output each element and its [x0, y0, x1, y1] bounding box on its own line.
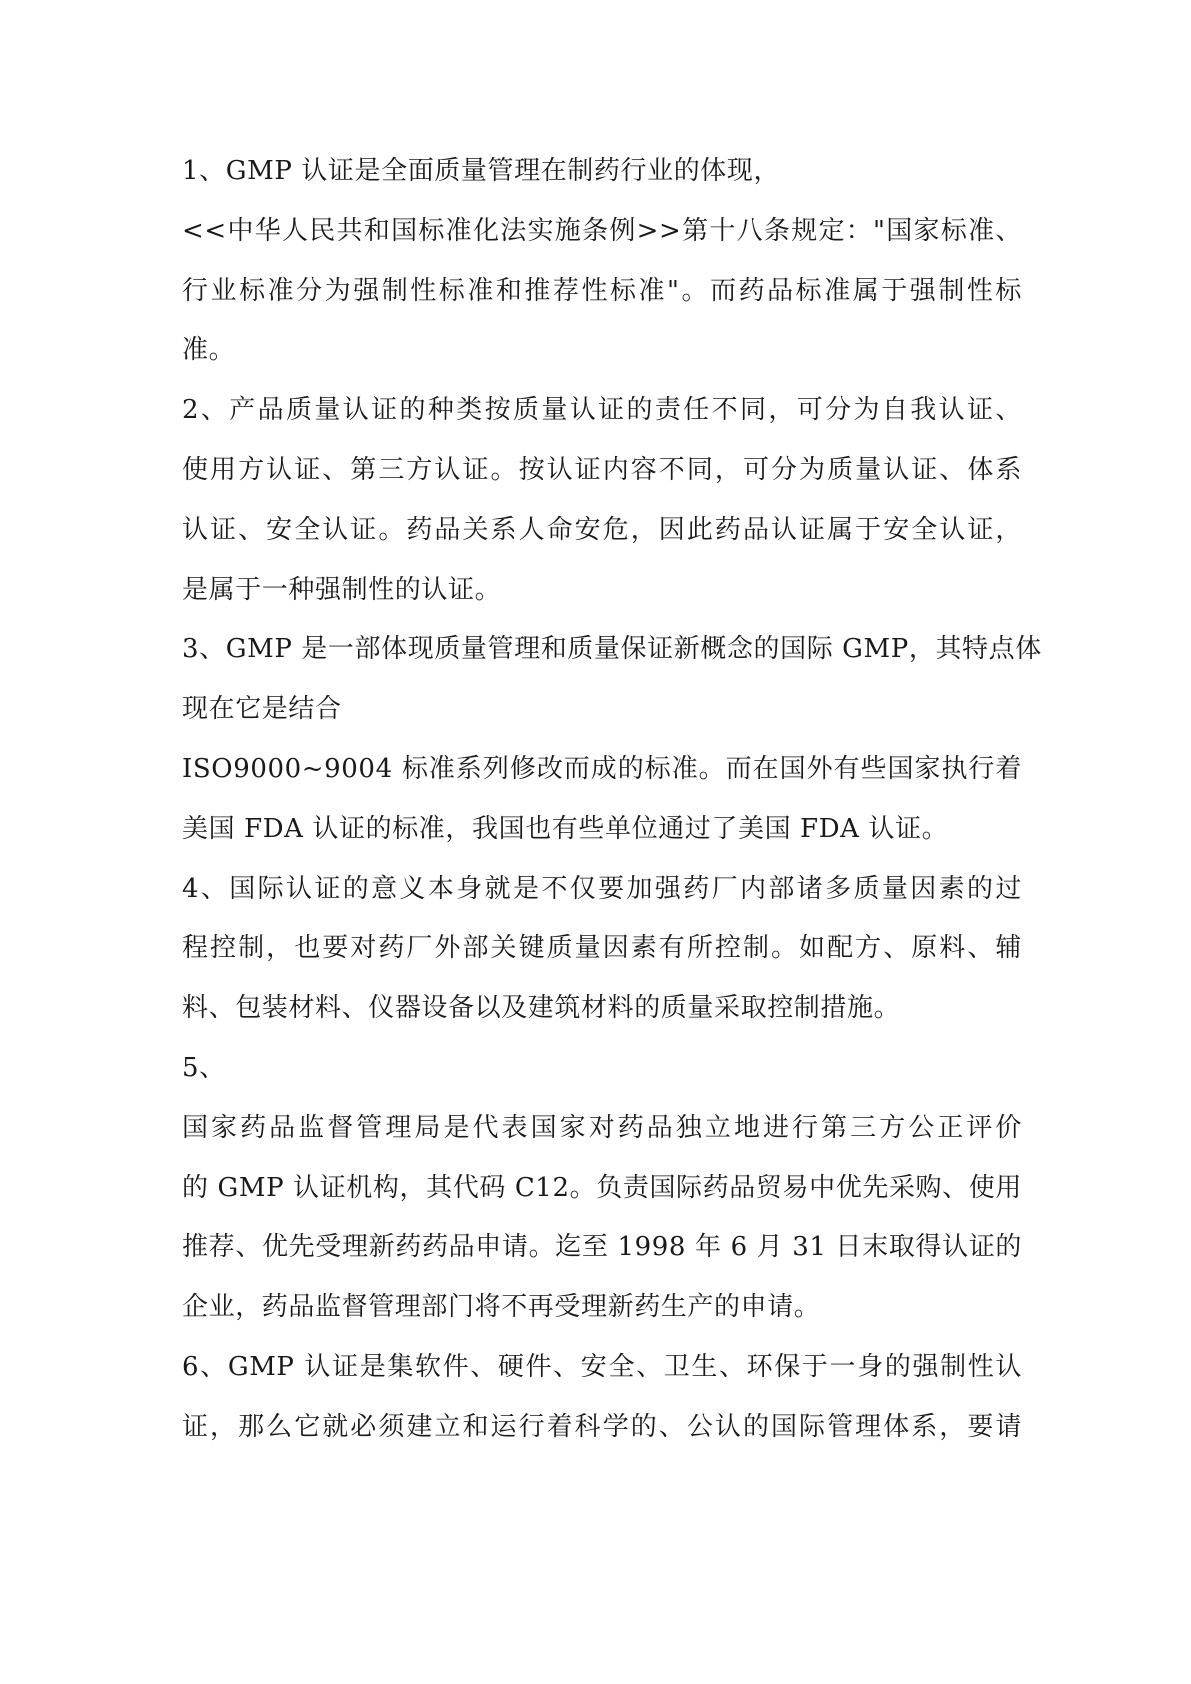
text-line: 企业，药品监督管理部门将不再受理新药生产的申请。: [182, 1292, 821, 1323]
text-line: 2、产品质量认证的种类按质量认证的责任不同，可分为自我认证、: [182, 395, 1022, 426]
text-line: 是属于一种强制性的认证。: [182, 574, 502, 605]
text-line: 6、GMP 认证是集软件、硬件、安全、卫生、环保于一身的强制性认: [182, 1351, 1022, 1382]
text-line: 认证、安全认证。药品关系人命安危，因此药品认证属于安全认证，: [182, 514, 1022, 545]
text-line: 推荐、优先受理新药药品申请。迄至 1998 年 6 月 31 日末取得认证的: [182, 1232, 1022, 1263]
text-line: 证，那么它就必须建立和运行着科学的、公认的国际管理体系，要请: [182, 1411, 1022, 1442]
text-line: 美国 FDA 认证的标准，我国也有些单位通过了美国 FDA 认证。: [182, 813, 949, 844]
text-line: 行业标准分为强制性标准和推荐性标准"。而药品标准属于强制性标: [182, 275, 1022, 306]
text-line: 的 GMP 认证机构，其代码 C12。负责国际药品贸易中优先采购、使用: [182, 1172, 1022, 1203]
document-body: [182, 142, 1042, 1458]
text-line: <<中华人民共和国标准化法实施条例>>第十八条规定："国家标准、: [182, 215, 1022, 246]
text-line: 1、GMP 认证是全面质量管理在制药行业的体现，: [182, 156, 781, 186]
text-line: 程控制，也要对药厂外部关键质量因素有所控制。如配方、原料、辅: [182, 933, 1022, 964]
text-line: 料、包装材料、仪器设备以及建筑材料的质量采取控制措施。: [182, 993, 901, 1024]
text-line: 使用方认证、第三方认证。按认证内容不同，可分为质量认证、体系: [182, 454, 1022, 485]
text-line: 3、GMP 是一部体现质量管理和质量保证新概念的国际 GMP，其特点体: [182, 634, 1042, 665]
text-line: ISO9000~9004 标准系列修改而成的标准。而在国外有些国家执行着: [182, 753, 1022, 784]
text-line: 5、: [182, 1052, 226, 1083]
text-line: 4、国际认证的意义本身就是不仅要加强药厂内部诸多质量因素的过: [182, 873, 1022, 904]
text-line: 现在它是结合: [182, 694, 342, 725]
text-line: 国家药品监督管理局是代表国家对药品独立地进行第三方公正评价: [182, 1112, 1022, 1143]
text-line: 准。: [182, 335, 236, 366]
